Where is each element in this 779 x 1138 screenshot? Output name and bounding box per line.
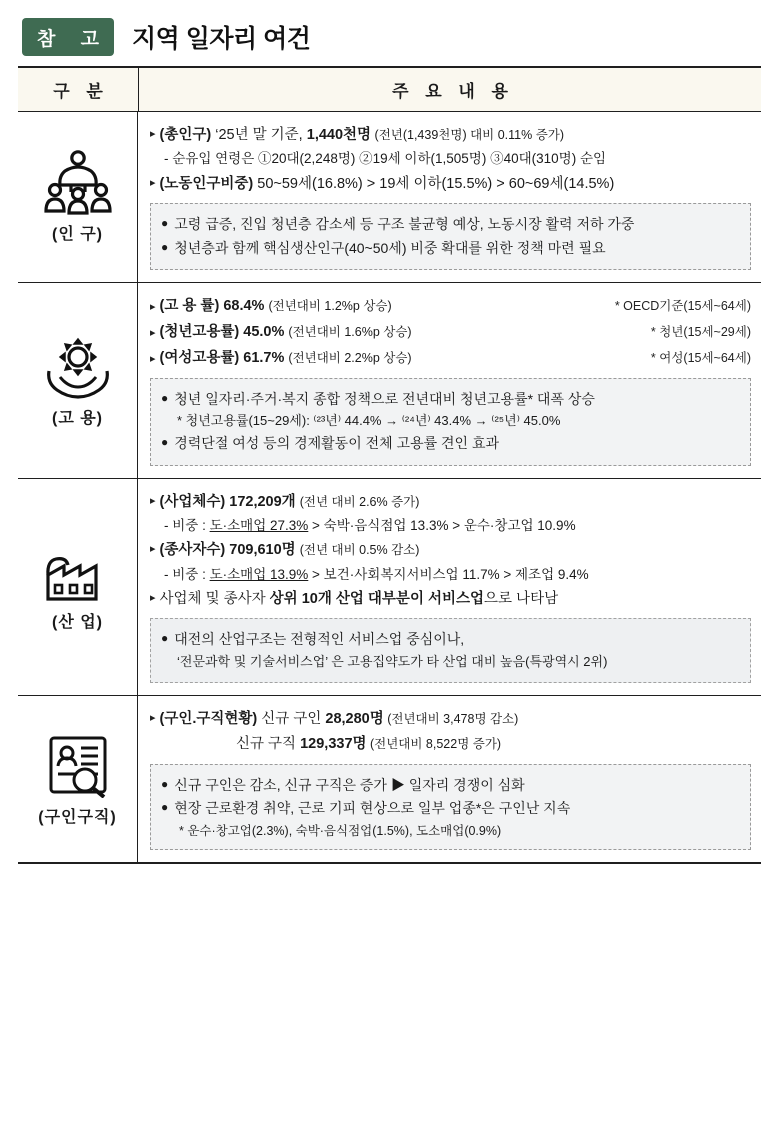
content-cell-job-search <box>138 696 761 862</box>
content-table <box>18 66 761 864</box>
bullet-text <box>160 124 564 146</box>
note-subtext: * 청년고용률(15~29세): ⁽²³년⁾ 44.4% → ⁽²⁴년⁾ 43.4% → ⁽²⁵년⁾ 45.0% <box>177 413 561 429</box>
subline-business-share <box>164 516 751 536</box>
note-text: 현장 근로환경 취약, 근로 기피 현상으로 일부 업종*은 구인난 지속 <box>174 800 571 817</box>
note-text: 청년층과 함께 핵심생산인구(40~50세) 비중 확대를 위한 정책 마련 필요 <box>174 239 606 256</box>
tail-worker-count: (전년 대비 0.5% 감소) <box>299 543 420 558</box>
note-text: 대전의 산업구조는 전형적인 서비스업 중심이나, <box>174 631 465 648</box>
note-box-industry <box>150 618 751 683</box>
dot-marker: ● <box>161 800 169 815</box>
content-cell-industry <box>138 479 761 695</box>
value-business-count: 172,209개 <box>229 493 296 510</box>
dash-marker: - <box>164 566 173 582</box>
category-cell-industry <box>18 479 138 695</box>
bullet-text <box>160 491 420 513</box>
text-job-openings: 신규 구인 <box>257 711 326 727</box>
bullet-labor-share <box>150 173 751 195</box>
bullet-job-openings <box>150 708 751 730</box>
triangle-marker: ▸ <box>150 592 156 604</box>
value-employment-rate: 68.4% <box>223 297 265 314</box>
note-item <box>161 432 740 454</box>
page-title: 지역 일자리 여건 <box>132 25 311 53</box>
label-worker-count: (종사자수) <box>159 542 226 559</box>
label-business-count: (사업체수) <box>159 493 226 510</box>
bullet-text <box>160 173 615 195</box>
value-worker-count: 709,610명 <box>229 542 296 559</box>
bullet-employment-rate <box>150 295 751 318</box>
bullet-female-employment-rate <box>150 347 751 370</box>
text-total-population: ‘25년 말 기준, <box>211 127 307 143</box>
note-item <box>161 797 740 819</box>
industry-icon <box>40 541 116 603</box>
note-text: 청년 일자리·주거·복지 종합 정책으로 전년대비 청년고용률* 대폭 상승 <box>174 390 595 407</box>
note-text: 경력단절 여성 등의 경제활동이 전체 고용률 견인 효과 <box>174 435 500 452</box>
triangle-marker: ▸ <box>150 543 156 556</box>
triangle-marker: ▸ <box>150 352 156 365</box>
column-header-division: 구 분 <box>18 68 139 111</box>
dot-marker: ● <box>161 776 169 791</box>
dash-marker: - <box>164 518 173 534</box>
triangle-marker: ▸ <box>150 494 156 507</box>
table-row <box>18 112 761 283</box>
population-icon <box>41 149 115 215</box>
underlined-share-business: 도·소매업 27.3% <box>209 518 309 534</box>
category-cell-employment <box>18 283 138 478</box>
tail-job-seekers: (전년대비 8,522명 증가) <box>366 737 502 752</box>
subline-worker-share <box>164 565 751 585</box>
note-item <box>161 774 740 796</box>
bullet-text <box>160 539 420 561</box>
triangle-marker: ▸ <box>150 300 156 313</box>
note-text: 신규 구인은 감소, 신규 구직은 증가 ▶ 일자리 경쟁이 심화 <box>174 776 525 793</box>
subline-text: 순유입 연령은 ①20대(2,248명) ②19세 이하(1,505명) ③40대(310명) 순임 <box>172 151 607 167</box>
reference-badge: 참 고 <box>22 18 114 56</box>
bullet-text <box>160 295 611 317</box>
bullet-text <box>160 708 519 730</box>
note-subtext: ‘전문과학 및 기술서비스업’ 은 고용집약도가 타 산업 대비 높음(특광역시 2위) <box>177 653 608 669</box>
note-box-employment <box>150 378 751 466</box>
page-header <box>18 14 761 66</box>
dash-marker: - <box>164 151 173 167</box>
column-header-content: 주 요 내 용 <box>392 82 514 101</box>
bullet-text <box>160 347 647 369</box>
strong-top-industries: 상위 10개 산업 대부분이 서비스업 <box>269 591 485 607</box>
value-job-openings: 28,280명 <box>325 711 384 727</box>
note-subtext: * 운수·창고업(2.3%), 숙박·음식점업(1.5%), 도소매업(0.9%) <box>179 823 502 838</box>
line-job-seekers <box>164 733 751 755</box>
table-row <box>18 696 761 862</box>
tail-youth-employment-rate: (전년대비 1.6%p 상승) <box>288 324 412 339</box>
label-labor-share: (노동인구비중) <box>159 175 254 192</box>
content-cell-population <box>138 112 761 282</box>
bullet-top-industries <box>150 588 751 610</box>
category-label: (산 업) <box>51 614 103 632</box>
triangle-marker: ▸ <box>150 128 156 140</box>
tail-business-count: (전년 대비 2.6% 증가) <box>299 494 420 509</box>
tail-total-population: (전년(1,439천명) 대비 0.11% 증가) <box>371 128 565 142</box>
job-search-icon <box>41 732 115 798</box>
bullet-worker-count <box>150 539 751 561</box>
dot-marker: ● <box>161 435 169 450</box>
label-total-population: (총인구) <box>159 127 212 143</box>
note-female-employment-rate: * 여성(15세~64세) <box>650 350 751 365</box>
text-job-seekers: 신규 구직 <box>236 736 301 753</box>
value-total-population: 1,440천명 <box>306 127 372 143</box>
underlined-share-worker: 도·소매업 13.9% <box>209 566 309 582</box>
label-female-employment-rate: (여성고용률) <box>159 349 240 366</box>
note-text: 고령 급증, 진입 청년층 감소세 등 구조 불균형 예상, 노동시장 활력 저하 가중 <box>174 216 635 233</box>
bullet-youth-employment-rate <box>150 321 751 344</box>
employment-icon <box>41 333 115 399</box>
note-item <box>161 237 740 259</box>
bullet-total-population <box>150 124 751 146</box>
table-row <box>18 479 761 696</box>
value-youth-employment-rate: 45.0% <box>243 323 285 340</box>
value-job-seekers: 129,337명 <box>300 736 367 753</box>
tail-job-openings: (전년대비 3,478명 감소) <box>383 712 519 726</box>
category-cell-job-search <box>18 696 138 862</box>
tail-employment-rate: (전년대비 1.2%p 상승) <box>268 298 392 313</box>
note-box-population <box>150 203 751 270</box>
note-employment-rate: * OECD기준(15세~64세) <box>614 298 751 313</box>
triangle-marker: ▸ <box>150 712 156 724</box>
category-cell-population <box>18 112 138 282</box>
dot-marker: ● <box>161 239 169 254</box>
label-job-status: (구인.구직현황) <box>159 711 258 727</box>
note-item <box>161 388 740 410</box>
dot-marker: ● <box>161 216 169 231</box>
value-female-employment-rate: 61.7% <box>243 349 285 366</box>
content-cell-employment <box>138 283 761 478</box>
subline-net-inflow <box>164 149 751 169</box>
category-label: (구인구직) <box>38 808 117 826</box>
subline-text: 비중 : 도·소매업 27.3% > 숙박·음식점업 13.3% > 운수·창고업 10.9% <box>172 518 576 534</box>
category-label: (고 용) <box>51 409 103 427</box>
label-employment-rate: (고 용 률) <box>159 297 220 314</box>
table-row <box>18 283 761 479</box>
tail-female-employment-rate: (전년대비 2.2%p 상승) <box>288 350 412 365</box>
dot-marker: ● <box>161 390 169 405</box>
dot-marker: ● <box>161 631 169 646</box>
note-box-job-search <box>150 764 751 851</box>
table-header-row <box>18 68 761 112</box>
bullet-text <box>160 321 647 343</box>
note-item <box>161 628 740 650</box>
label-youth-employment-rate: (청년고용률) <box>159 323 240 340</box>
note-item <box>161 213 740 235</box>
bullet-text: 사업체 및 종사자 상위 10개 산업 대부분이 서비스업으로 나타남 <box>159 591 559 607</box>
subline-text: 비중 : 도·소매업 13.9% > 보건·사회복지서비스업 11.7% > 제조업 9.4% <box>172 566 589 582</box>
text-labor-share: 50~59세(16.8%) > 19세 이하(15.5%) > 60~69세(14.5%) <box>253 175 615 192</box>
note-youth-employment-rate: * 청년(15세~29세) <box>650 324 751 339</box>
bullet-business-count <box>150 491 751 513</box>
category-label: (인 구) <box>51 226 103 244</box>
triangle-marker: ▸ <box>150 176 156 189</box>
triangle-marker: ▸ <box>150 326 156 339</box>
